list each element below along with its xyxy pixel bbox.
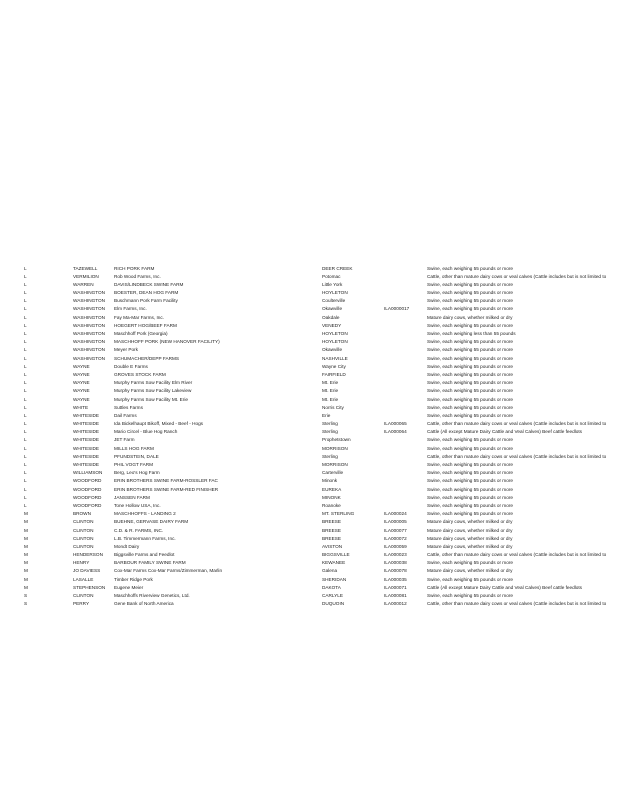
facility-name-cell: Ida Bickelhaupt Bikoff, Mixed - Beef - Hogs: [114, 421, 204, 427]
size-class-cell: L: [24, 388, 27, 394]
animal-type-cell: Cattle, other than mature dairy cows or veal calves (Cattle includes but is not limited to: [427, 453, 607, 459]
city-cell: Galena: [322, 568, 338, 574]
facility-name-cell: SCHUMACHER/DEPP FARMS: [114, 355, 180, 361]
city-cell: MORRISON: [322, 445, 348, 451]
table-row: [24, 445, 618, 453]
permit-number-cell: [384, 273, 427, 281]
permit-number-cell: [384, 502, 427, 510]
size-class-cell: L: [24, 462, 27, 467]
county-cell: WAYNE: [73, 363, 90, 369]
facility-name-cell: L.B. Timmermann Farms, Inc.: [114, 535, 176, 541]
size-class-cell: M: [24, 568, 28, 574]
permit-number-cell: ILA000077: [384, 527, 407, 533]
size-class-cell: L: [24, 355, 27, 361]
county-cell: VERMILION: [73, 273, 99, 279]
county-cell: WASHINGTON: [73, 314, 106, 320]
animal-type-cell: Swine, each weighing 55 pounds or more: [427, 560, 513, 566]
animal-type-cell: Swine, each weighing 55 pounds or more: [427, 502, 513, 508]
county-cell: WHITESIDE: [73, 453, 100, 459]
table-row: [24, 527, 618, 535]
city-cell: Coulterville: [322, 298, 346, 304]
permit-number-cell: [384, 355, 427, 363]
city-cell: BREESE: [322, 527, 342, 533]
table-row: [24, 355, 618, 363]
city-cell: Roanoke: [322, 502, 341, 508]
city-cell: FAIRFIELD: [322, 371, 346, 377]
facility-name-cell: Timber Ridge Pork: [114, 576, 153, 582]
city-cell: CARLYLE: [322, 593, 344, 598]
facility-name-cell: Gene Bank of North America: [114, 601, 174, 607]
table-row: [24, 453, 618, 461]
facility-name-cell: MASCHHOFFS - LANDING 2: [114, 511, 176, 517]
county-cell: CLINTON: [73, 543, 94, 549]
county-cell: WHITESIDE: [73, 429, 100, 435]
facility-name-cell: Biggsville Farms and Feedlot: [114, 552, 175, 558]
county-cell: WHITESIDE: [73, 421, 100, 427]
county-cell: WHITESIDE: [73, 462, 100, 467]
size-class-cell: L: [24, 339, 27, 345]
table-row: [24, 338, 618, 346]
city-cell: BIGGSVILLE: [322, 552, 350, 558]
table-row: [24, 363, 618, 371]
size-class-cell: M: [24, 584, 28, 590]
permit-number-cell: [384, 265, 427, 273]
animal-type-cell: Mature dairy cows, whether milked or dry: [427, 568, 513, 574]
table-row: [24, 330, 618, 338]
animal-type-cell: Swine, each weighing 55 pounds or more: [427, 306, 513, 312]
permit-number-cell: [384, 396, 427, 404]
table-row: [24, 567, 618, 575]
table-row: [24, 592, 618, 600]
permit-number-cell: [384, 494, 427, 502]
facility-name-cell: HOEGERT HOG/BEEF FARM: [114, 322, 177, 328]
facility-name-cell: Mondt Dairy: [114, 543, 140, 549]
county-cell: WASHINGTON: [73, 290, 106, 296]
permit-number-cell: ILA000035: [384, 576, 407, 582]
county-cell: CLINTON: [73, 535, 94, 541]
table-row: [24, 420, 618, 428]
county-cell: WAYNE: [73, 388, 90, 394]
county-cell: WASHINGTON: [73, 339, 106, 345]
animal-type-cell: Swine, each weighing 55 pounds or more: [427, 494, 513, 500]
size-class-cell: L: [24, 478, 27, 484]
city-cell: MT. STERLING: [322, 511, 355, 517]
animal-type-cell: Swine, each weighing 55 pounds or more: [427, 380, 513, 386]
permit-number-cell: ILA000081: [384, 593, 407, 598]
permit-number-cell: [384, 387, 427, 395]
county-cell: WHITESIDE: [73, 445, 100, 451]
table-row: [24, 346, 618, 354]
table-row: [24, 510, 618, 518]
size-class-cell: M: [24, 519, 28, 525]
animal-type-cell: Swine, each weighing 55 pounds or more: [427, 593, 513, 598]
county-cell: WASHINGTON: [73, 331, 106, 336]
facility-name-cell: MASCHHOFF PORK (NEW HANOVER FACILITY): [114, 339, 220, 345]
county-cell: WASHINGTON: [73, 355, 106, 361]
table-row: [24, 322, 618, 330]
facility-name-cell: RICH PORK FARM: [114, 265, 155, 271]
size-class-cell: L: [24, 314, 27, 320]
city-cell: BREESE: [322, 519, 342, 525]
table-row: [24, 281, 618, 289]
size-class-cell: L: [24, 412, 27, 418]
size-class-cell: L: [24, 486, 27, 492]
permit-number-cell: [384, 486, 427, 494]
city-cell: Prophetstown: [322, 437, 351, 443]
animal-type-cell: Swine, each weighing 55 pounds or more: [427, 347, 513, 353]
facility-name-cell: Murphy Farms Sow Facility Elm River: [114, 380, 193, 386]
animal-type-cell: Cattle, other than mature dairy cows or veal calves (Cattle includes but is not limited to: [427, 601, 607, 607]
permit-number-cell: [384, 322, 427, 330]
facility-name-cell: Maschhoff Pork (Georgia): [114, 331, 168, 336]
facility-name-cell: BUEHNE, GERVASE DAIRY FARM: [114, 519, 189, 525]
animal-type-cell: Mature dairy cows, whether milked or dry: [427, 519, 513, 525]
animal-type-cell: Mature dairy cows, whether milked or dry: [427, 314, 513, 320]
county-cell: STEPHENSON: [73, 584, 106, 590]
table-row: [24, 600, 618, 608]
size-class-cell: M: [24, 552, 28, 558]
permit-number-cell: ILA000023: [384, 552, 407, 558]
facility-name-cell: Meyer Pork: [114, 347, 138, 353]
animal-type-cell: Swine, each weighing less than 55 pounds: [427, 331, 516, 336]
size-class-cell: M: [24, 535, 28, 541]
city-cell: Mt. Erie: [322, 380, 339, 386]
animal-type-cell: Cattle (All except Mature Dairy Cattle and Veal Calves) Beef cattle feedlots: [427, 429, 583, 435]
permit-number-cell: [384, 469, 427, 477]
county-cell: WILLIAMSON: [73, 470, 103, 476]
table-row: [24, 559, 618, 567]
animal-type-cell: Cattle, other than mature dairy cows or veal calves (Cattle includes but is not limited to: [427, 421, 607, 427]
city-cell: NASHVILLE: [322, 355, 348, 361]
city-cell: SHERIDAN: [322, 576, 347, 582]
county-cell: WAYNE: [73, 371, 90, 377]
table-row: [24, 551, 618, 559]
county-cell: WASHINGTON: [73, 298, 106, 304]
table-row: [24, 289, 618, 297]
permit-number-cell: [384, 363, 427, 371]
table-row: [24, 535, 618, 543]
size-class-cell: L: [24, 306, 27, 312]
table-row: [24, 387, 618, 395]
table-body: [24, 265, 618, 609]
animal-type-cell: Swine, each weighing 55 pounds or more: [427, 445, 513, 451]
table-row: [24, 477, 618, 485]
animal-type-cell: Swine, each weighing 55 pounds or more: [427, 265, 513, 271]
facility-name-cell: JANSSEN FARM: [114, 494, 150, 500]
facility-name-cell: Tone Hollow USA, Inc.: [114, 502, 161, 508]
animal-type-cell: Cattle, other than mature dairy cows or veal calves (Cattle includes but is not limited to: [427, 552, 607, 558]
permit-number-cell: ILA000024: [384, 511, 407, 517]
size-class-cell: L: [24, 281, 27, 287]
size-class-cell: S: [24, 601, 28, 607]
size-class-cell: L: [24, 421, 27, 427]
animal-type-cell: Swine, each weighing 55 pounds or more: [427, 470, 513, 476]
city-cell: Little York: [322, 281, 343, 287]
table-row: [24, 371, 618, 379]
table-row: [24, 314, 618, 322]
county-cell: CLINTON: [73, 593, 94, 598]
permit-number-cell: [384, 330, 427, 338]
city-cell: Oakdale: [322, 314, 340, 320]
permit-number-cell: [384, 289, 427, 297]
size-class-cell: L: [24, 371, 27, 377]
county-cell: WASHINGTON: [73, 347, 106, 353]
county-cell: WOODFORD: [73, 478, 102, 484]
permit-number-cell: ILA000072: [384, 535, 407, 541]
cafo-facility-table: [24, 265, 618, 609]
county-cell: WOODFORD: [73, 486, 102, 492]
permit-number-cell: ILA0000017: [384, 306, 410, 312]
table-row: [24, 396, 618, 404]
animal-type-cell: Swine, each weighing 55 pounds or more: [427, 290, 513, 296]
size-class-cell: L: [24, 363, 27, 369]
permit-number-cell: ILA000005: [384, 519, 407, 525]
county-cell: JO DAVIESS: [73, 568, 101, 574]
size-class-cell: L: [24, 470, 27, 476]
animal-type-cell: Swine, each weighing 55 pounds or more: [427, 412, 513, 418]
size-class-cell: L: [24, 396, 27, 402]
county-cell: WARREN: [73, 281, 94, 287]
city-cell: MINONK: [322, 494, 341, 500]
facility-name-cell: Fay Ma-Mar Farms, Inc.: [114, 314, 165, 320]
animal-type-cell: Cattle, other than mature dairy cows or veal calves (Cattle includes but is not limited to: [427, 273, 607, 279]
table-row: [24, 543, 618, 551]
permit-number-cell: ILA000078: [384, 568, 407, 574]
table-row: [24, 502, 618, 510]
facility-name-cell: Cox-Mar Farms Cox-Mar Farms/Zimmerman, Marlin: [114, 568, 223, 574]
facility-name-cell: GROVES STOCK FARM: [114, 371, 166, 377]
animal-type-cell: Swine, each weighing 55 pounds or more: [427, 339, 513, 345]
animal-type-cell: Swine, each weighing 55 pounds or more: [427, 355, 513, 361]
permit-number-cell: [384, 379, 427, 387]
city-cell: Norris City: [322, 404, 344, 410]
city-cell: Erie: [322, 412, 331, 418]
permit-number-cell: ILA000038: [384, 560, 407, 566]
permit-number-cell: ILA000012: [384, 601, 407, 607]
city-cell: DAKOTA: [322, 584, 341, 590]
city-cell: HOYLETON: [322, 331, 348, 336]
animal-type-cell: Swine, each weighing 55 pounds or more: [427, 396, 513, 402]
permit-number-cell: [384, 412, 427, 420]
facility-name-cell: Murphy Farms Sow Facility Mt. Erie: [114, 396, 188, 402]
city-cell: Mt. Erie: [322, 396, 339, 402]
facility-name-cell: Buschmann Pork Farm Facility: [114, 298, 178, 304]
size-class-cell: M: [24, 511, 28, 517]
city-cell: DUQUOIN: [322, 601, 345, 607]
table-row: [24, 404, 618, 412]
animal-type-cell: Swine, each weighing 55 pounds or more: [427, 298, 513, 304]
table-row: [24, 412, 618, 420]
animal-type-cell: Swine, each weighing 55 pounds or more: [427, 511, 513, 517]
city-cell: Wayne City: [322, 363, 346, 369]
size-class-cell: L: [24, 494, 27, 500]
permit-number-cell: [384, 461, 427, 469]
city-cell: Minonk: [322, 478, 338, 484]
permit-number-cell: [384, 281, 427, 289]
table-row: [24, 486, 618, 494]
county-cell: WASHINGTON: [73, 306, 106, 312]
animal-type-cell: Swine, each weighing 55 pounds or more: [427, 462, 513, 467]
size-class-cell: M: [24, 576, 28, 582]
permit-number-cell: [384, 404, 427, 412]
county-cell: WOODFORD: [73, 502, 102, 508]
table-row: [24, 518, 618, 526]
size-class-cell: L: [24, 265, 27, 271]
permit-number-cell: [384, 346, 427, 354]
permit-number-cell: [384, 453, 427, 461]
size-class-cell: L: [24, 347, 27, 353]
facility-name-cell: BOESTER, DEAN HOG FARM: [114, 290, 179, 296]
size-class-cell: L: [24, 290, 27, 296]
county-cell: WASHINGTON: [73, 322, 106, 328]
animal-type-cell: Mature dairy cows, whether milked or dry: [427, 535, 513, 541]
table-row: [24, 436, 618, 444]
facility-name-cell: Elm Farms, Inc.: [114, 306, 147, 312]
facility-name-cell: Mario Circel - Blue Hog Ranch: [114, 429, 178, 435]
city-cell: Sterling: [322, 421, 338, 427]
facility-name-cell: Dail Farms: [114, 412, 137, 418]
table-row: [24, 305, 618, 313]
county-cell: LASALLE: [73, 576, 94, 582]
county-cell: CLINTON: [73, 519, 94, 525]
size-class-cell: L: [24, 445, 27, 451]
permit-number-cell: [384, 445, 427, 453]
city-cell: VENEDY: [322, 322, 342, 328]
size-class-cell: L: [24, 502, 27, 508]
table-row: [24, 494, 618, 502]
size-class-cell: L: [24, 380, 27, 386]
animal-type-cell: Cattle (All except Mature Dairy Cattle and Veal Calves) Beef cattle feedlots: [427, 584, 583, 590]
facility-name-cell: MILLS HOG FARM: [114, 445, 154, 451]
size-class-cell: L: [24, 273, 27, 279]
animal-type-cell: Mature dairy cows, whether milked or dry: [427, 543, 513, 549]
county-cell: HENDERSON: [73, 552, 103, 558]
city-cell: Okawville: [322, 306, 343, 312]
permit-number-cell: [384, 371, 427, 379]
size-class-cell: L: [24, 453, 27, 459]
county-cell: WOODFORD: [73, 494, 102, 500]
permit-number-cell: [384, 338, 427, 346]
animal-type-cell: Swine, each weighing 55 pounds or more: [427, 486, 513, 492]
facility-name-cell: Berg, Leo's Hog Farm: [114, 470, 160, 476]
size-class-cell: L: [24, 437, 27, 443]
table-row: [24, 379, 618, 387]
table-row: [24, 273, 618, 281]
animal-type-cell: Swine, each weighing 55 pounds or more: [427, 371, 513, 377]
permit-number-cell: [384, 436, 427, 444]
county-cell: WHITE: [73, 404, 89, 410]
facility-name-cell: PFUNDSTEIN, DALE: [114, 453, 159, 459]
city-cell: BREESE: [322, 535, 342, 541]
county-cell: WAYNE: [73, 396, 90, 402]
table-row: [24, 265, 618, 273]
size-class-cell: L: [24, 429, 27, 435]
table-row: [24, 461, 618, 469]
animal-type-cell: Swine, each weighing 55 pounds or more: [427, 281, 513, 287]
table-row: [24, 428, 618, 436]
animal-type-cell: Swine, each weighing 55 pounds or more: [427, 388, 513, 394]
table-row: [24, 584, 618, 592]
animal-type-cell: Swine, each weighing 55 pounds or more: [427, 437, 513, 443]
city-cell: EUREKA: [322, 486, 342, 492]
facility-name-cell: PHIL VOGT FARM: [114, 462, 154, 467]
facility-name-cell: Murphy Farms Sow Facility Lakeview: [114, 388, 192, 394]
facility-name-cell: JET Farm: [114, 437, 135, 443]
table-row: [24, 297, 618, 305]
city-cell: HOYLETON: [322, 339, 348, 345]
animal-type-cell: Mature dairy cows, whether milked or dry: [427, 527, 513, 533]
facility-name-cell: Maschhoffs Riverview Genetics, Ltd.: [114, 593, 190, 598]
size-class-cell: L: [24, 322, 27, 328]
county-cell: WHITESIDE: [73, 412, 100, 418]
city-cell: Mt. Erie: [322, 388, 339, 394]
facility-name-cell: ERIN BROTHERS SWINE FARM-RED FINISHER: [114, 486, 219, 492]
city-cell: Carterville: [322, 470, 344, 476]
permit-number-cell: [384, 314, 427, 322]
city-cell: Sterling: [322, 429, 338, 435]
city-cell: Potomac: [322, 273, 341, 279]
facility-name-cell: Suttles Farms: [114, 404, 143, 410]
permit-number-cell: [384, 477, 427, 485]
size-class-cell: M: [24, 527, 28, 533]
facility-name-cell: DAVIS/LINDBECK SWINE FARM: [114, 281, 184, 287]
permit-number-cell: ILA000064: [384, 429, 407, 435]
facility-name-cell: BARBOUR FAMILY SWINE FARM: [114, 560, 186, 566]
size-class-cell: S: [24, 593, 28, 598]
permit-number-cell: ILA000065: [384, 421, 407, 427]
city-cell: DEER CREEK: [322, 265, 353, 271]
animal-type-cell: Swine, each weighing 55 pounds or more: [427, 576, 513, 582]
permit-number-cell: ILA000071: [384, 584, 407, 590]
table-row: [24, 576, 618, 584]
animal-type-cell: Swine, each weighing 55 pounds or more: [427, 363, 513, 369]
county-cell: HENRY: [73, 560, 90, 566]
size-class-cell: L: [24, 404, 27, 410]
county-cell: TAZEWELL: [73, 265, 98, 271]
city-cell: Sterling: [322, 453, 338, 459]
city-cell: Okawville: [322, 347, 343, 353]
county-cell: WHITESIDE: [73, 437, 100, 443]
size-class-cell: M: [24, 543, 28, 549]
permit-number-cell: [384, 297, 427, 305]
animal-type-cell: Swine, each weighing 55 pounds or more: [427, 322, 513, 328]
facility-name-cell: Rob Wood Farms, Inc.: [114, 273, 161, 279]
city-cell: AVISTON: [322, 543, 343, 549]
table-row: [24, 469, 618, 477]
animal-type-cell: Swine, each weighing 55 pounds or more: [427, 404, 513, 410]
size-class-cell: L: [24, 298, 27, 304]
city-cell: KEWANEE: [322, 560, 346, 566]
facility-name-cell: ERIN BROTHERS SWINE FARM-ROSSLER FAC: [114, 478, 218, 484]
size-class-cell: M: [24, 560, 28, 566]
county-cell: CLINTON: [73, 527, 94, 533]
city-cell: MORRISON: [322, 462, 348, 467]
facility-name-cell: C.D. & R. FARMS, INC.: [114, 527, 164, 533]
county-cell: PERRY: [73, 601, 90, 607]
county-cell: WAYNE: [73, 380, 90, 386]
county-cell: BROWN: [73, 511, 91, 517]
facility-name-cell: Double E Farms: [114, 363, 148, 369]
permit-number-cell: ILA000059: [384, 543, 407, 549]
facility-name-cell: Eugene Meier: [114, 584, 144, 590]
size-class-cell: L: [24, 331, 27, 336]
city-cell: HOYLETON: [322, 290, 348, 296]
animal-type-cell: Swine, each weighing 55 pounds or more: [427, 478, 513, 484]
